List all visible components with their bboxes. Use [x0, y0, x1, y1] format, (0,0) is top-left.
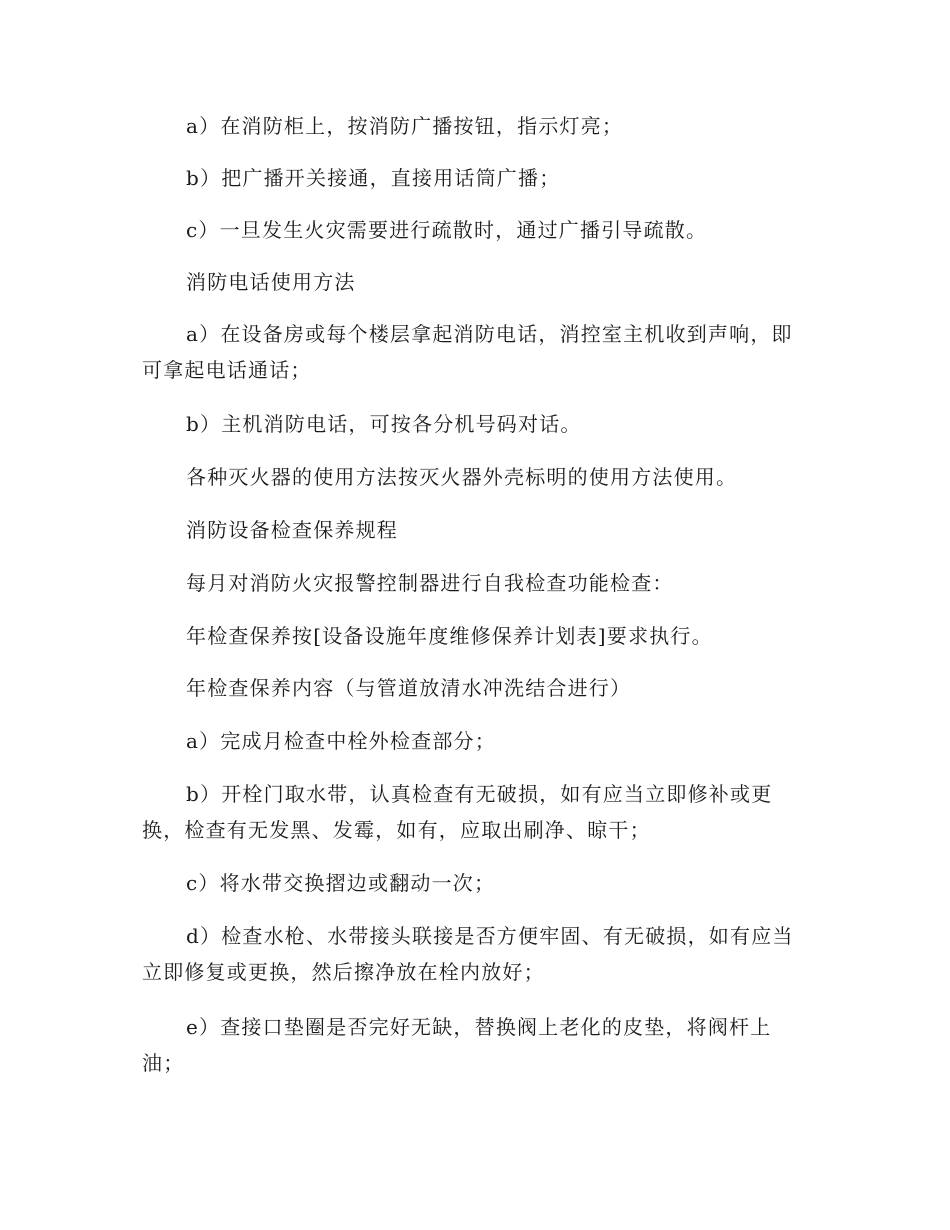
paragraph-annual-step-e: e）查接口垫圈是否完好无缺，替换阀上老化的皮垫，将阀杆上油；: [142, 1015, 772, 1075]
paragraph-annual-step-b: b）开栓门取水带，认真检查有无破损，如有应当立即修补或更换，检查有无发黑、发霉，如有，应取出刷净、晾干；: [142, 782, 773, 842]
paragraph-phone-step-b: b）主机消防电话，可按各分机号码对话。: [186, 412, 582, 436]
section-heading-fire-phone: 消防电话使用方法: [186, 270, 356, 294]
paragraph-broadcast-step-b: b）把广播开关接通，直接用话筒广播；: [186, 166, 561, 190]
paragraph-extinguisher-usage: 各种灭火器的使用方法按灭火器外壳标明的使用方法使用。: [186, 465, 738, 489]
paragraph-broadcast-step-a: a）在消防柜上，按消防广播按钮，指示灯亮；: [186, 114, 624, 138]
paragraph-annual-contents: 年检查保养内容（与管道放清水冲洗结合进行）: [186, 676, 632, 700]
paragraph-broadcast-step-c: c）一旦发生火灾需要进行疏散时，通过广播引导疏散。: [186, 218, 708, 242]
paragraph-annual-step-d: d）检查水枪、水带接头联接是否方便牢固、有无破损，如有应当立即修复或更换，然后擦净放在栓内放好；: [142, 924, 794, 984]
paragraph-annual-step-a: a）完成月检查中栓外检查部分；: [186, 729, 496, 753]
paragraph-phone-step-a: a）在设备房或每个楼层拿起消防电话，消控室主机收到声响，即可拿起电话通话；: [142, 322, 793, 382]
paragraph-annual-step-c: c）将水带交换摺边或翻动一次；: [186, 871, 496, 895]
section-heading-maintenance: 消防设备检查保养规程: [186, 518, 398, 542]
paragraph-monthly-check: 每月对消防火灾报警控制器进行自我检查功能检查：: [186, 571, 674, 595]
paragraph-annual-check: 年检查保养按[设备设施年度维修保养计划表]要求执行。: [186, 624, 713, 648]
